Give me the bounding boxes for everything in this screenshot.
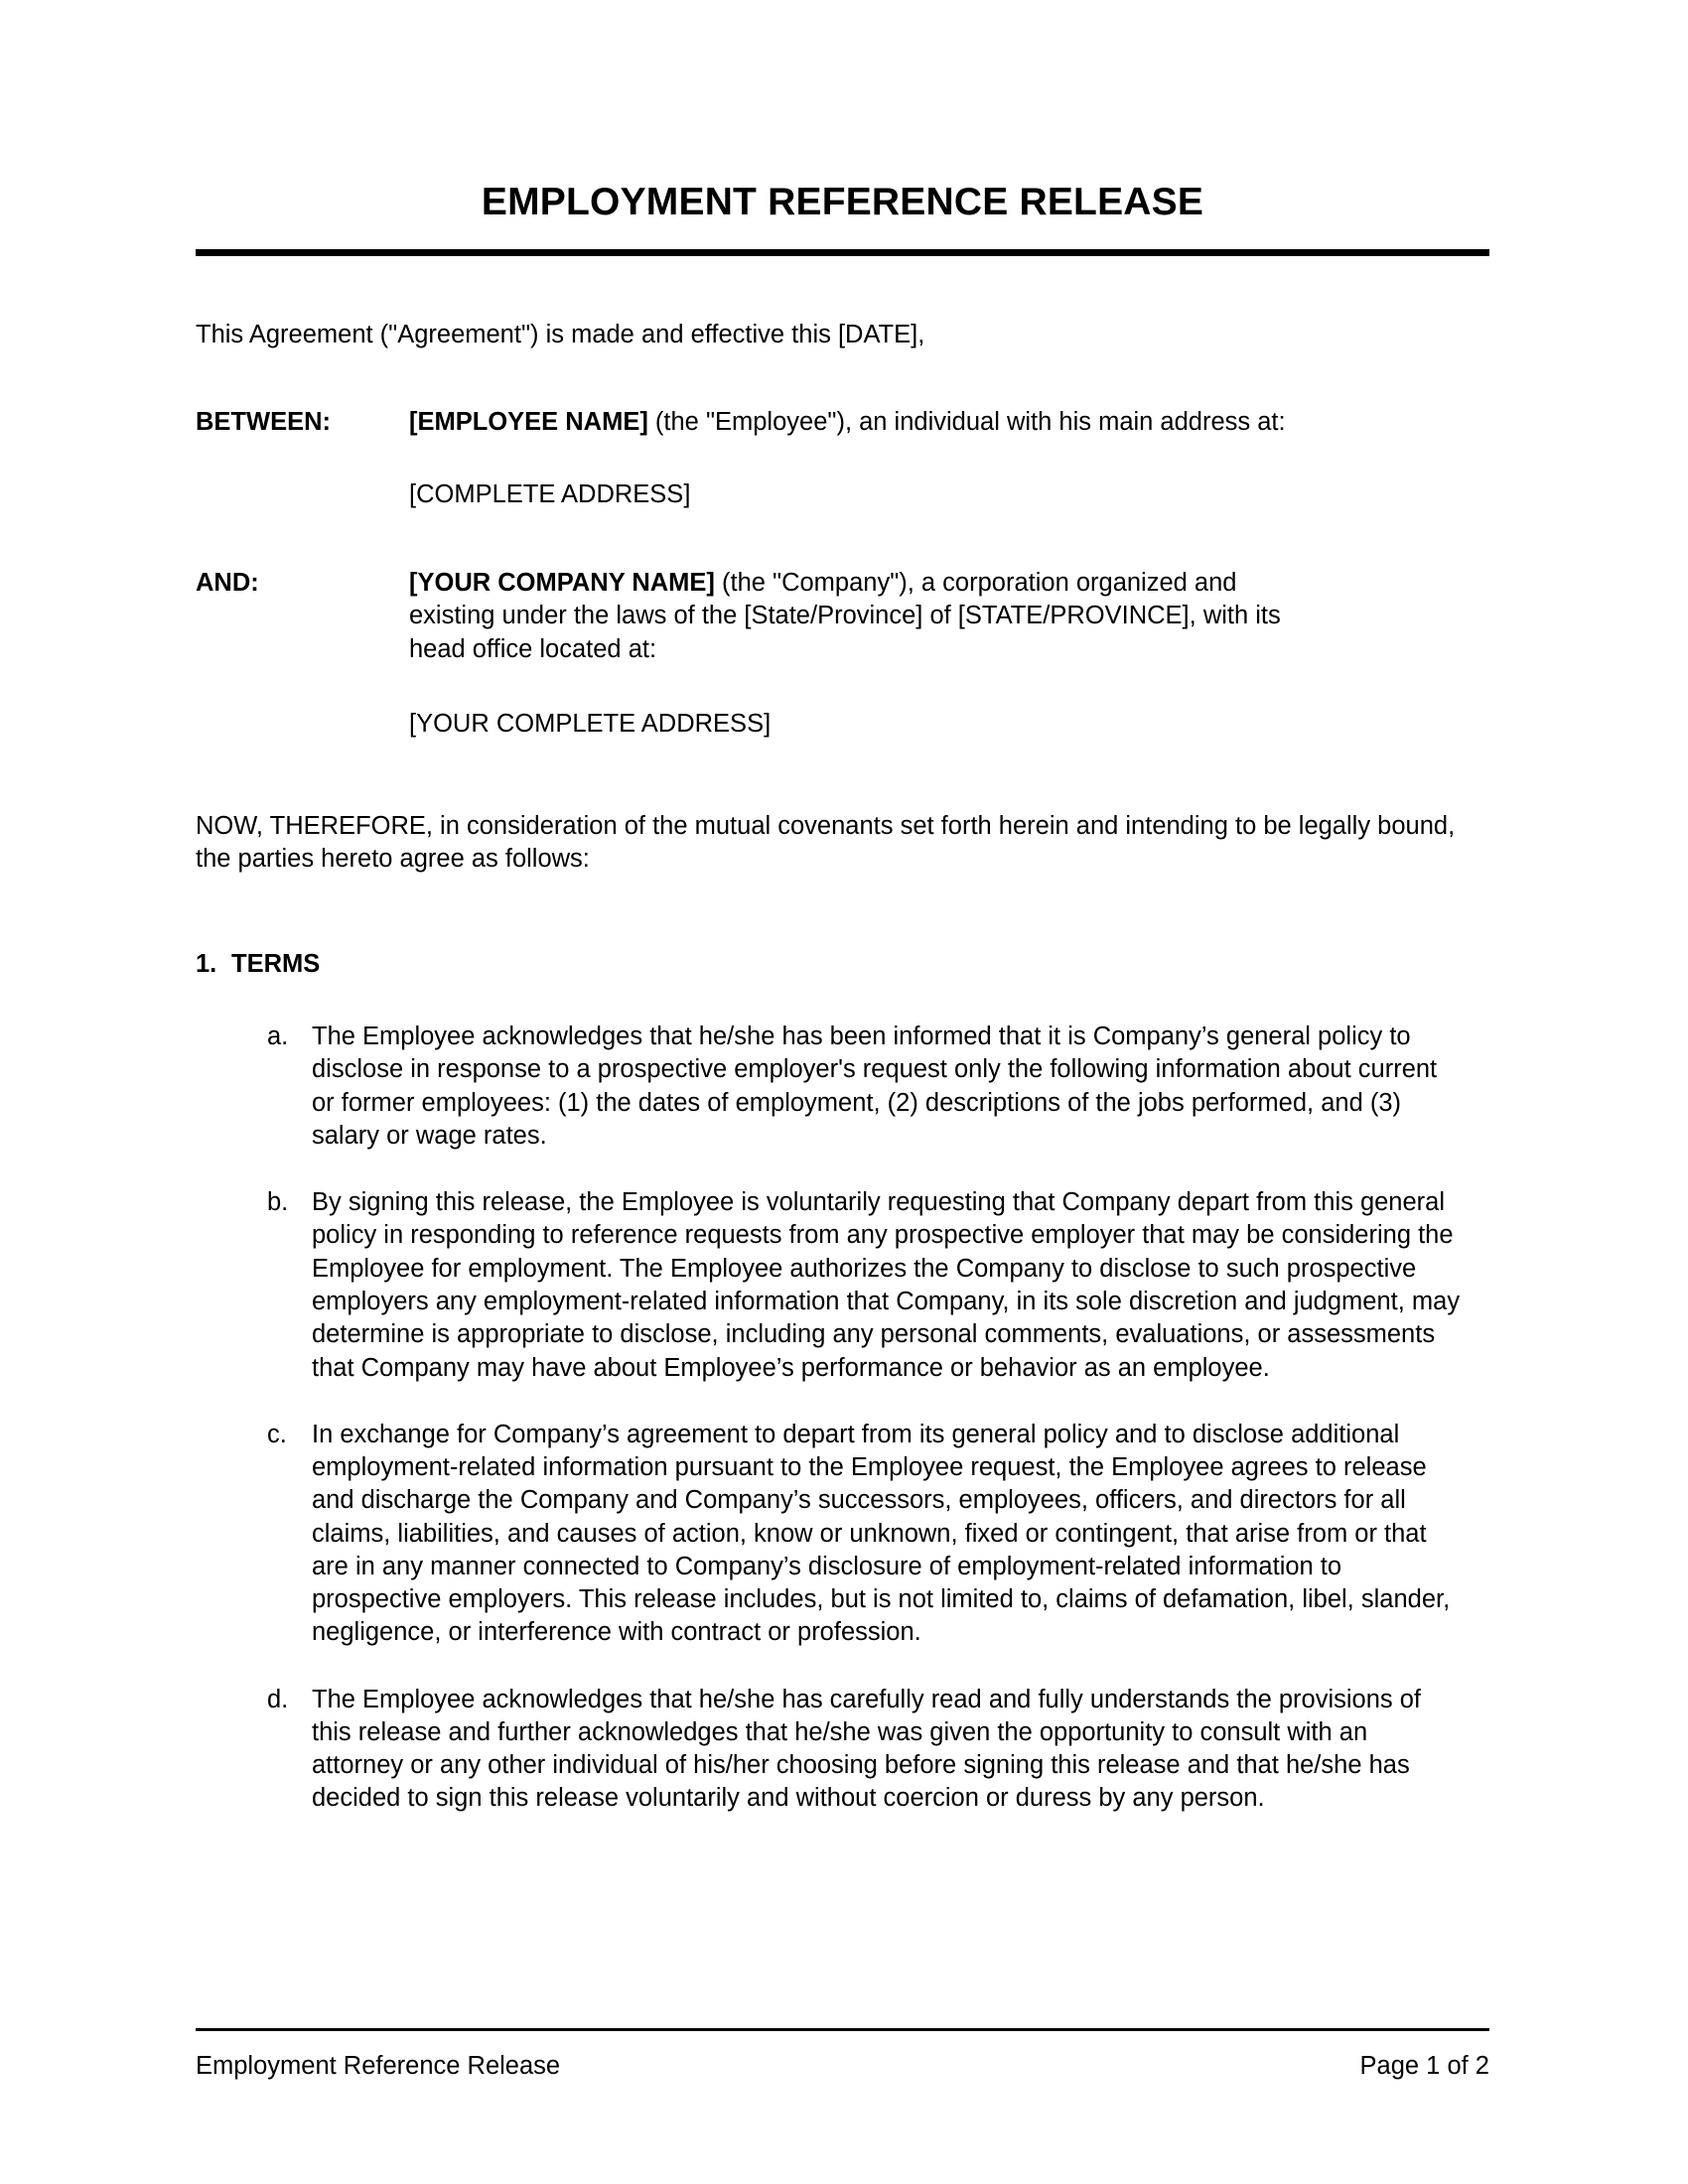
list-item (196, 1021, 1489, 1153)
title-divider (196, 249, 1489, 256)
document-content (196, 0, 1489, 1816)
party-block-and (196, 567, 1489, 741)
party-between-description-line (409, 406, 1489, 439)
company-description-text: (the "Company"), a corporation organized and existing under the laws of the [State/Province] of [STATE/PROVINCE], with its head office located at: (409, 569, 1281, 663)
party-label-between: BETWEEN: (196, 407, 331, 436)
company-name-placeholder: [YOUR COMPANY NAME] (409, 569, 715, 598)
party-block-between (196, 406, 1489, 511)
list-item-marker-b: b. (267, 1188, 289, 1217)
terms-list (196, 1021, 1489, 1816)
recital-paragraph: NOW, THEREFORE, in consideration of the mutual covenants set forth herein and intending to be legally bound, the parties hereto agree as follows: (196, 811, 1456, 873)
footer-document-name: Employment Reference Release (196, 2052, 561, 2080)
list-item (196, 1419, 1489, 1650)
page-footer (196, 2028, 1489, 2081)
employee-name-placeholder: [EMPLOYEE NAME] (409, 407, 648, 436)
section-heading-terms (196, 950, 1489, 979)
agreement-intro-paragraph: This Agreement ("Agreement") is made and effective this [DATE], (196, 320, 925, 348)
list-item-text-c: In exchange for Company’s agreement to depart from its general policy and to disclose additional employment-related information pursuant to the Employee request, the Employee agrees to release and discharge the Company and Company’s successors, employees, officers, and directors for all claims, liabilities, and causes of action, know or unknown, fixed or contingent, that arise from or that are in any manner connected to Company’s disclosure of employment-related information to prospective employers. This release includes, but is not limited to, claims of defamation, libel, slander, negligence, or interference with contract or profession. (312, 1420, 1451, 1647)
list-item (196, 1186, 1489, 1385)
party-body-between (409, 406, 1489, 511)
employee-description-text: (the "Employee"), an individual with his main address at: (647, 407, 1286, 436)
footer-page-number: Page 1 of 2 (1359, 2052, 1489, 2080)
list-item-marker-a: a. (267, 1023, 289, 1051)
list-item-marker-c: c. (267, 1420, 287, 1448)
list-item-text-b: By signing this release, the Employee is voluntarily requesting that Company depart from this general policy in responding to reference requests from any prospective employer that may be considering the Employee for employment. The Employee authorizes the Company to disclose to such prospective employers any employment-related information that Company, in its sole discretion and judgment, may determine is appropriate to disclose, including any personal comments, evaluations, or assessments that Company may have about Employee’s performance or behavior as an employee. (312, 1188, 1461, 1382)
list-item (196, 1684, 1489, 1816)
section-title: TERMS (231, 950, 321, 979)
list-item-text-a: The Employee acknowledges that he/she has been informed that it is Company’s general policy to disclose in response to a prospective employer's request only the following information about current or former employees: (1) the dates of employment, (2) descriptions of the jobs performed, and (3) salary or wage rates. (312, 1023, 1438, 1150)
employee-address-placeholder: [COMPLETE ADDRESS] (409, 480, 691, 509)
list-item-text-d: The Employee acknowledges that he/she has carefully read and fully understands the provisions of this release and further acknowledges that he/she was given the opportunity to consult with an attorney or any other individual of his/her choosing before signing this release and that he/she has decided to sign this release voluntarily and without coercion or duress by any person. (312, 1685, 1421, 1813)
party-and-description-line (409, 567, 1313, 665)
party-body-and (409, 567, 1489, 741)
list-item-marker-d: d. (267, 1685, 289, 1713)
footer-row (196, 2031, 1489, 2081)
party-label-and: AND: (196, 569, 259, 598)
company-address-placeholder: [YOUR COMPLETE ADDRESS] (409, 709, 772, 738)
page-title: EMPLOYMENT REFERENCE RELEASE (481, 181, 1204, 223)
section-number: 1. (196, 950, 217, 979)
